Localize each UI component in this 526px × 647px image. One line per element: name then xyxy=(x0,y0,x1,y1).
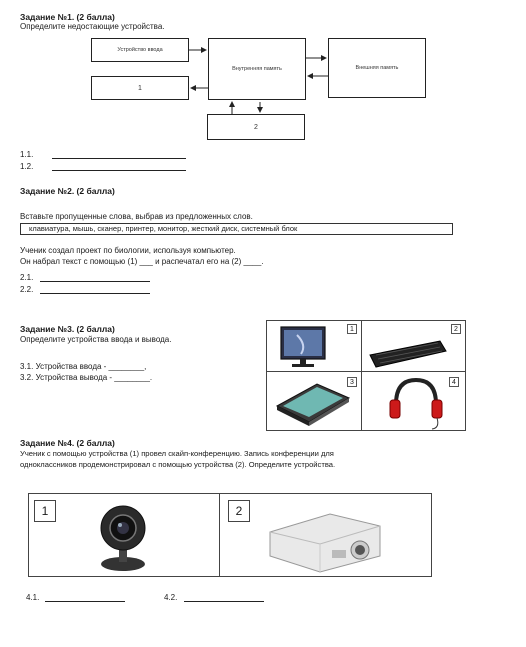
task3-title: Задание №3. (2 балла) xyxy=(20,324,115,334)
answer-1-2-line[interactable] xyxy=(52,170,186,171)
internal-memory-box: Внутренняя память xyxy=(208,38,306,100)
answer-2-1-line[interactable] xyxy=(40,281,150,282)
task4-text-line1: Ученик с помощью устройства (1) провел скайп-конференцию. Запись конференции для xyxy=(20,449,334,458)
task3-question-input: 3.1. Устройства ввода - ________, xyxy=(20,362,147,371)
task3-question-output: 3.2. Устройства вывода - ________. xyxy=(20,373,153,382)
answer-2-2-label: 2.2. xyxy=(20,285,34,294)
blank-box-1: 1 xyxy=(91,76,189,100)
task4-title: Задание №4. (2 балла) xyxy=(20,438,115,448)
task4-text-line2: одноклассников продемонстрировал с помощью устройства (2). Определите устройства. xyxy=(20,460,336,469)
device-label-2: 2 xyxy=(451,324,461,334)
device-label-3: 3 xyxy=(347,377,357,387)
webcam-icon xyxy=(29,494,221,578)
external-memory-box: Внешняя память xyxy=(328,38,426,98)
device-label-projector: 2 xyxy=(228,500,250,522)
task1-title: Задание №1. (2 балла) xyxy=(20,12,115,22)
device-label-1: 1 xyxy=(347,324,357,334)
answer-4-1-label: 4.1. xyxy=(26,593,40,602)
answer-4-2-label: 4.2. xyxy=(164,593,178,602)
projector-icon xyxy=(220,494,433,578)
answer-1-1-label: 1.1. xyxy=(20,150,34,159)
task2-title: Задание №2. (2 балла) xyxy=(20,186,115,196)
device-label-webcam: 1 xyxy=(34,500,56,522)
input-device-box: Устройство ввода xyxy=(91,38,189,62)
blank-box-2: 2 xyxy=(207,114,305,140)
answer-1-2-label: 1.2. xyxy=(20,162,34,171)
device-label-4: 4 xyxy=(449,377,459,387)
task2-text-line1: Ученик создал проект по биологии, используя компьютер. xyxy=(20,246,236,255)
answer-4-1-line[interactable] xyxy=(45,601,125,602)
device-cell-webcam xyxy=(28,493,220,577)
answer-2-1-label: 2.1. xyxy=(20,273,34,282)
diagram-arrows xyxy=(0,0,526,150)
answer-4-2-line[interactable] xyxy=(184,601,264,602)
device-cell-projector xyxy=(219,493,432,577)
task2-text-line2: Он набрал текст с помощью (1) ___ и распечатал его на (2) ____. xyxy=(20,257,264,266)
answer-2-2-line[interactable] xyxy=(40,293,150,294)
task3-instruction: Определите устройства ввода и вывода. xyxy=(20,335,172,344)
task2-instruction: Вставьте пропущенные слова, выбрав из предложенных слов. xyxy=(20,212,253,221)
answer-1-1-line[interactable] xyxy=(52,158,186,159)
word-bank: клавиатура, мышь, сканер, принтер, монитор, жесткий диск, системный блок xyxy=(20,223,453,235)
task1-instruction: Определите недостающие устройства. xyxy=(20,22,165,31)
